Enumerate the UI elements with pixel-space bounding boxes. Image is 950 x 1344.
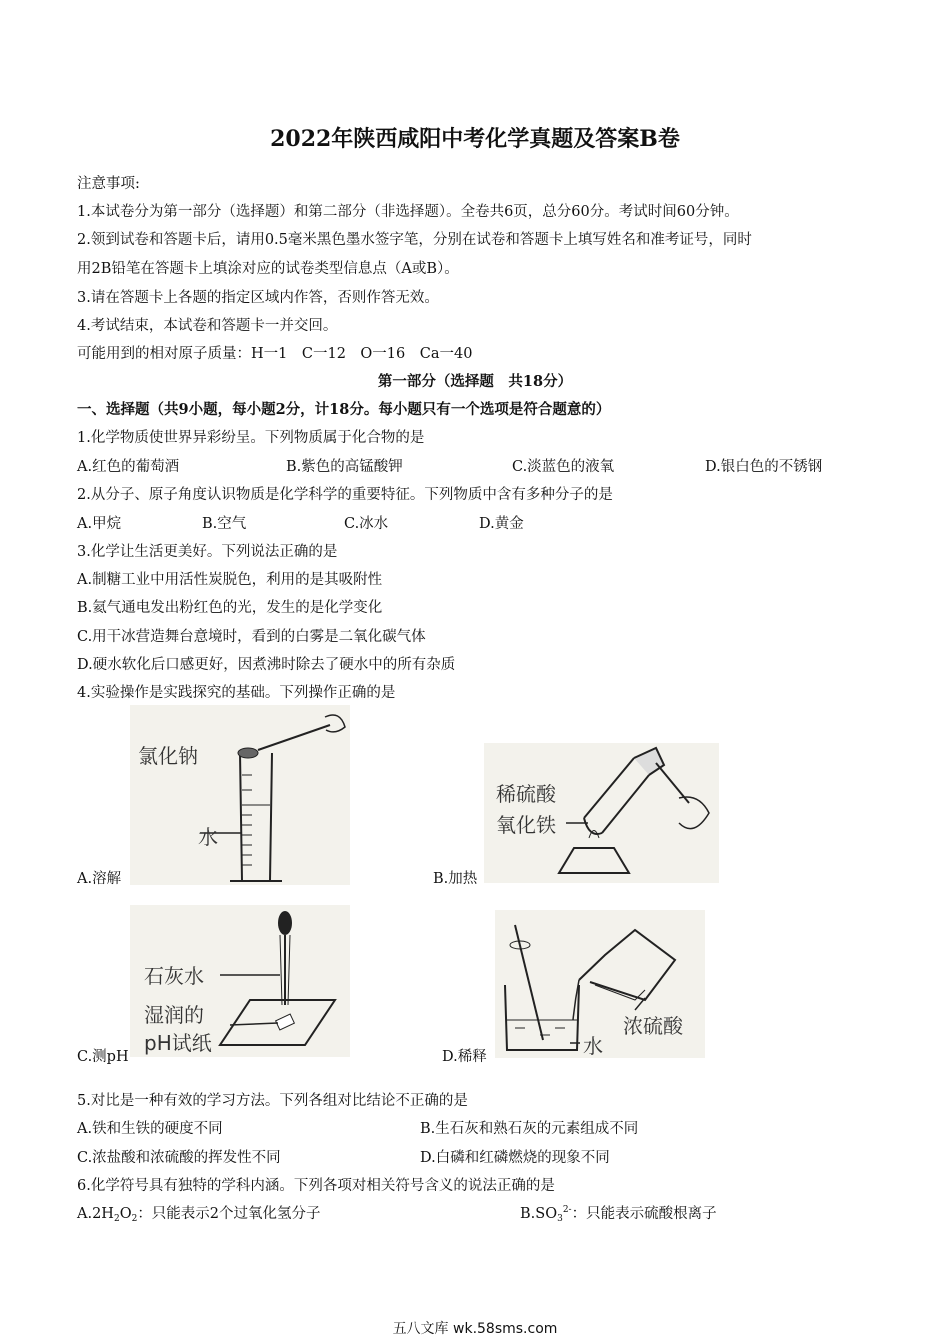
q5-option-d: D.白磷和红磷燃烧的现象不同 bbox=[420, 1150, 610, 1166]
graduated-cylinder-drawing bbox=[130, 705, 350, 885]
part1-heading: 第一部分（选择题 共18分） bbox=[377, 373, 573, 390]
q5-option-a: A.铁和生铁的硬度不同 bbox=[77, 1121, 223, 1137]
q1-option-a: A.红色的葡萄酒 bbox=[77, 459, 180, 475]
notice-item: 用2B铅笔在答题卡上填涂对应的试卷类型信息点（A或B）。 bbox=[77, 261, 459, 277]
notice-item: 2.领到试卷和答题卡后，请用0.5毫米黑色墨水签字笔，分别在试卷和答题卡上填写姓名和准考证号，同时 bbox=[77, 232, 752, 248]
q3-option-b: B.氦气通电发出粉红色的光，发生的是化学变化 bbox=[77, 600, 383, 616]
q1-option-b: B.紫色的高锰酸钾 bbox=[286, 459, 403, 475]
label-water: 水 bbox=[198, 825, 218, 849]
q3-stem: 3.化学让生活更美好。下列说法正确的是 bbox=[77, 544, 338, 560]
q6-stem: 6.化学符号具有独特的学科内涵。下列各项对相关符号含义的说法正确的是 bbox=[77, 1178, 555, 1194]
notice-item: 4.考试结束，本试卷和答题卡一并交回。 bbox=[77, 318, 338, 334]
q4-option-a: A.溶解 bbox=[77, 871, 122, 887]
label-wet: 湿润的 bbox=[144, 1003, 204, 1027]
figure-dissolve bbox=[130, 705, 350, 885]
q2-option-c: C.冰水 bbox=[344, 516, 389, 532]
notice-item: 1.本试卷分为第一部分（选择题）和第二部分（非选择题）。全卷共6页，总分60分。考试时间60分钟。 bbox=[77, 204, 739, 220]
page-title: 2022年陕西咸阳中考化学真题及答案B卷 bbox=[270, 126, 680, 152]
q1-stem: 1.化学物质使世界异彩纷呈。下列物质属于化合物的是 bbox=[77, 430, 425, 446]
q6-option-b: $B.SO_3^{2-}$：只能表示硫酸根离子 bbox=[520, 1205, 717, 1224]
figure-dilute bbox=[495, 910, 705, 1058]
q2-option-b: B.空气 bbox=[202, 516, 247, 532]
q5-option-b: B.生石灰和熟石灰的元素组成不同 bbox=[420, 1121, 639, 1137]
q2-option-d: D.黄金 bbox=[479, 516, 524, 532]
q4-stem: 4.实验操作是实践探究的基础。下列操作正确的是 bbox=[77, 685, 396, 701]
section-heading: 一、选择题（共9小题，每小题2分，计18分。每小题只有一个选项是符合题意的） bbox=[77, 401, 611, 418]
label-dilute-h2so4: 稀硫酸 bbox=[496, 782, 556, 806]
figure-heating bbox=[484, 743, 719, 883]
q4-option-b: B.加热 bbox=[433, 871, 478, 887]
q4-option-c: C.测pH bbox=[77, 1049, 129, 1065]
q6-option-a: $A.2H_2O_2$：只能表示2个过氧化氢分子 bbox=[77, 1206, 321, 1224]
q2-option-a: A.甲烷 bbox=[77, 516, 122, 532]
label-water-d: 水 bbox=[583, 1034, 603, 1058]
atomic-mass-line: 可能用到的相对原子质量：H一1 C一12 O一16 Ca一40 bbox=[77, 346, 473, 362]
q5-option-c: C.浓盐酸和浓硫酸的挥发性不同 bbox=[77, 1150, 281, 1166]
q5-stem: 5.对比是一种有效的学习方法。下列各组对比结论不正确的是 bbox=[77, 1093, 468, 1109]
q4-option-d: D.稀释 bbox=[442, 1049, 487, 1065]
footer-watermark: 五八文库 wk.58sms.com bbox=[392, 1321, 558, 1337]
label-ph-paper: pH试纸 bbox=[144, 1031, 212, 1055]
figure-ph-test bbox=[130, 905, 350, 1057]
notice-item: 3.请在答题卡上各题的指定区域内作答，否则作答无效。 bbox=[77, 290, 439, 306]
q3-option-d: D.硬水软化后口感更好，因煮沸时除去了硬水中的所有杂质 bbox=[77, 657, 456, 673]
label-limewater: 石灰水 bbox=[144, 964, 204, 988]
label-conc-h2so4: 浓硫酸 bbox=[623, 1014, 683, 1038]
q2-stem: 2.从分子、原子角度认识物质是化学科学的重要特征。下列物质中含有多种分子的是 bbox=[77, 487, 613, 503]
label-nacl: 氯化钠 bbox=[138, 744, 198, 768]
label-iron-oxide: 氧化铁 bbox=[496, 813, 556, 837]
q1-option-d: D.银白色的不锈钢 bbox=[705, 459, 823, 475]
notice-heading: 注意事项: bbox=[77, 176, 140, 192]
q3-option-c: C.用干冰营造舞台意境时，看到的白雾是二氧化碳气体 bbox=[77, 629, 426, 645]
q1-option-c: C.淡蓝色的液氧 bbox=[512, 459, 615, 475]
q3-option-a: A.制糖工业中用活性炭脱色，利用的是其吸附性 bbox=[77, 572, 383, 588]
